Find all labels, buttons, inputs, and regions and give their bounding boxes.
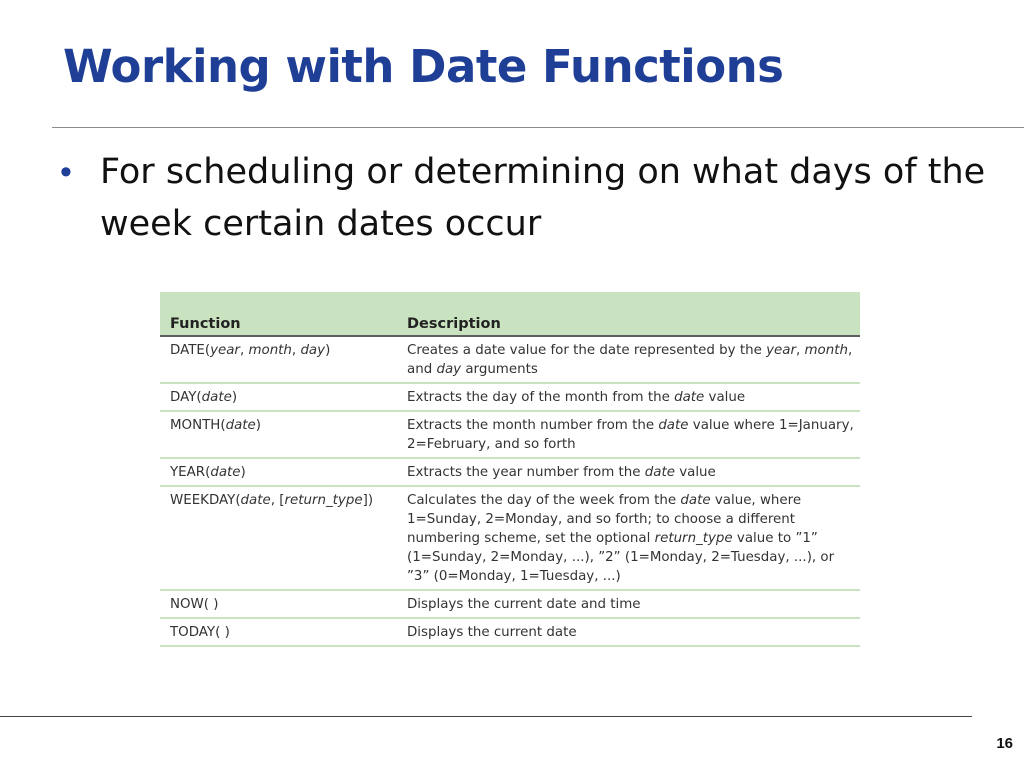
footer-divider [0, 716, 972, 717]
table-row [160, 590, 860, 618]
bullet-icon: • [60, 153, 72, 191]
function-cell [160, 383, 397, 411]
function-cell [160, 336, 397, 383]
argument-text: date [680, 493, 711, 508]
argument-text: return_type [654, 531, 733, 546]
cell-text: ) [255, 418, 262, 433]
table-row [160, 458, 860, 486]
table-header-row [160, 292, 860, 336]
function-cell [160, 458, 397, 486]
argument-text: date [644, 465, 675, 480]
argument-text: date [225, 418, 256, 433]
header-description: Description [397, 292, 860, 336]
description-cell [397, 336, 860, 383]
cell-text: Extracts the year number from the [407, 465, 645, 480]
cell-text: , [239, 343, 249, 358]
argument-text: date [201, 390, 232, 405]
date-functions-table [160, 292, 860, 647]
cell-text: DAY( [170, 390, 202, 405]
cell-text: arguments [461, 362, 538, 377]
table-row [160, 411, 860, 458]
function-cell [160, 618, 397, 646]
table-body [160, 336, 860, 646]
argument-text: date [658, 418, 689, 433]
table-row [160, 383, 860, 411]
cell-text: Displays the current date and time [407, 597, 641, 612]
function-cell [160, 411, 397, 458]
cell-text: MONTH( [170, 418, 226, 433]
cell-text: Calculates the day of the week from the [407, 493, 681, 508]
description-cell [397, 486, 860, 590]
function-cell [160, 590, 397, 618]
description-cell [397, 618, 860, 646]
cell-text: ) [240, 465, 246, 480]
cell-text: Creates a date value for the date represented by the [407, 343, 767, 358]
cell-text: , [795, 343, 805, 358]
cell-text: ) [231, 390, 238, 405]
cell-text: , [291, 343, 301, 358]
cell-text: value, where 1=Sunday, 2=Monday, and so forth; to choose a different numbering scheme, set the optional [407, 493, 802, 546]
cell-text: ]) [362, 493, 374, 508]
argument-text: date [210, 465, 241, 480]
argument-text: date [240, 493, 271, 508]
argument-text: date [674, 390, 705, 405]
argument-text: day [300, 343, 326, 358]
cell-text: TODAY( ) [170, 625, 230, 640]
table-row [160, 336, 860, 383]
header-function: Function [160, 292, 397, 336]
cell-text: NOW( ) [170, 597, 219, 612]
cell-text: DATE( [170, 343, 211, 358]
description-cell [397, 458, 860, 486]
cell-text: , and [407, 343, 853, 377]
description-cell [397, 590, 860, 618]
argument-text: day [436, 362, 462, 377]
cell-text: YEAR( [170, 465, 211, 480]
description-cell [397, 411, 860, 458]
cell-text: ) [325, 343, 331, 358]
cell-text: Extracts the day of the month from the [407, 390, 675, 405]
argument-text: year [210, 343, 240, 358]
description-cell [397, 383, 860, 411]
cell-text: value where 1=January, 2=February, and so forth [407, 418, 854, 452]
table-row [160, 618, 860, 646]
argument-text: year [766, 343, 796, 358]
argument-text: month [804, 343, 848, 358]
cell-text: Extracts the month number from the [407, 418, 659, 433]
cell-text: value to ”1” (1=Sunday, 2=Monday, ...), ”2” (1=Monday, 2=Tuesday, ...), or ”3” (0=Monday, 1=Tuesday, ...) [407, 531, 835, 584]
argument-text: return_type [284, 493, 363, 508]
title-divider [52, 127, 1024, 128]
cell-text: Displays the current date [407, 625, 577, 640]
table-row [160, 486, 860, 590]
cell-text: value [704, 390, 746, 405]
argument-text: month [248, 343, 292, 358]
slide-title: Working with Date Functions [63, 40, 784, 93]
bullet-text: For scheduling or determining on what days of the week certain dates occur [100, 152, 986, 244]
page-number: 16 [996, 735, 1013, 752]
cell-text: WEEKDAY( [170, 493, 241, 508]
function-cell [160, 486, 397, 590]
cell-text: , [ [270, 493, 285, 508]
cell-text: value [674, 465, 716, 480]
